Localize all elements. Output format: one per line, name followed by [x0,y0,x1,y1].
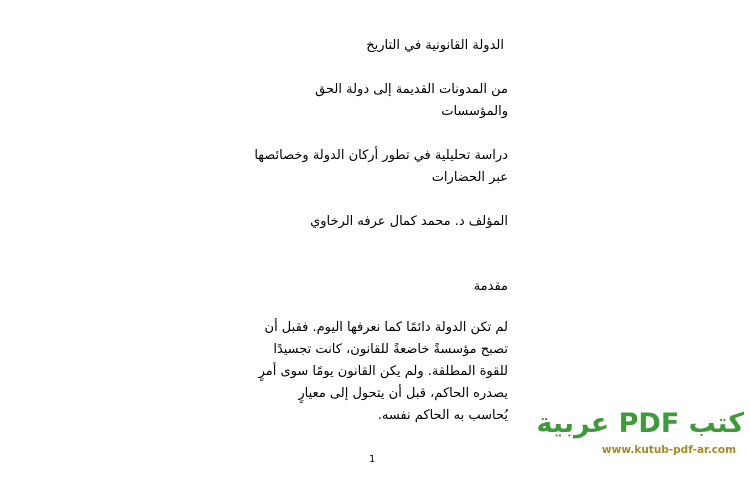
section-heading [208,276,508,298]
subtitle-line-1: من المدونات القديمة إلى دولة الحق [315,82,508,97]
paragraph-line-4: يصدره الحاكم، قبل أن يتحول إلى معيارٍ [298,386,508,401]
book-title [204,35,504,57]
intro-paragraph [208,317,508,427]
paragraph-line-3: للقوة المطلقة. ولم يكن القانون يومًا سوى أمرٍ [258,364,508,379]
book-title-text: الدولة القانونية في التاريخ [366,38,504,53]
watermark-logo: كتب PDF عربية [536,408,744,439]
study-line-2: عبر الحضارات [431,170,508,185]
watermark-url: www.kutub-pdf-ar.com [601,444,737,456]
book-subtitle [208,79,508,123]
study-description [208,145,508,189]
paragraph-line-5: يُحاسب به الحاكم نفسه. [377,408,508,423]
site-watermark [536,405,744,457]
subtitle-line-2: والمؤسسات [441,104,508,119]
section-heading-text: مقدمة [473,279,508,294]
page-number: 1 [369,454,376,465]
author-text: المؤلف د. محمد كمال عرفه الرخاوي [310,214,508,229]
paragraph-line-1: لم تكن الدولة دائمًا كما نعرفها اليوم. فقبل أن [264,320,508,335]
author-line [208,211,508,233]
paragraph-line-2: تصبح مؤسسةً خاضعةً للقانون، كانت تجسيدًا [273,342,508,357]
study-line-1: دراسة تحليلية في تطور أركان الدولة وخصائصها [254,148,508,163]
